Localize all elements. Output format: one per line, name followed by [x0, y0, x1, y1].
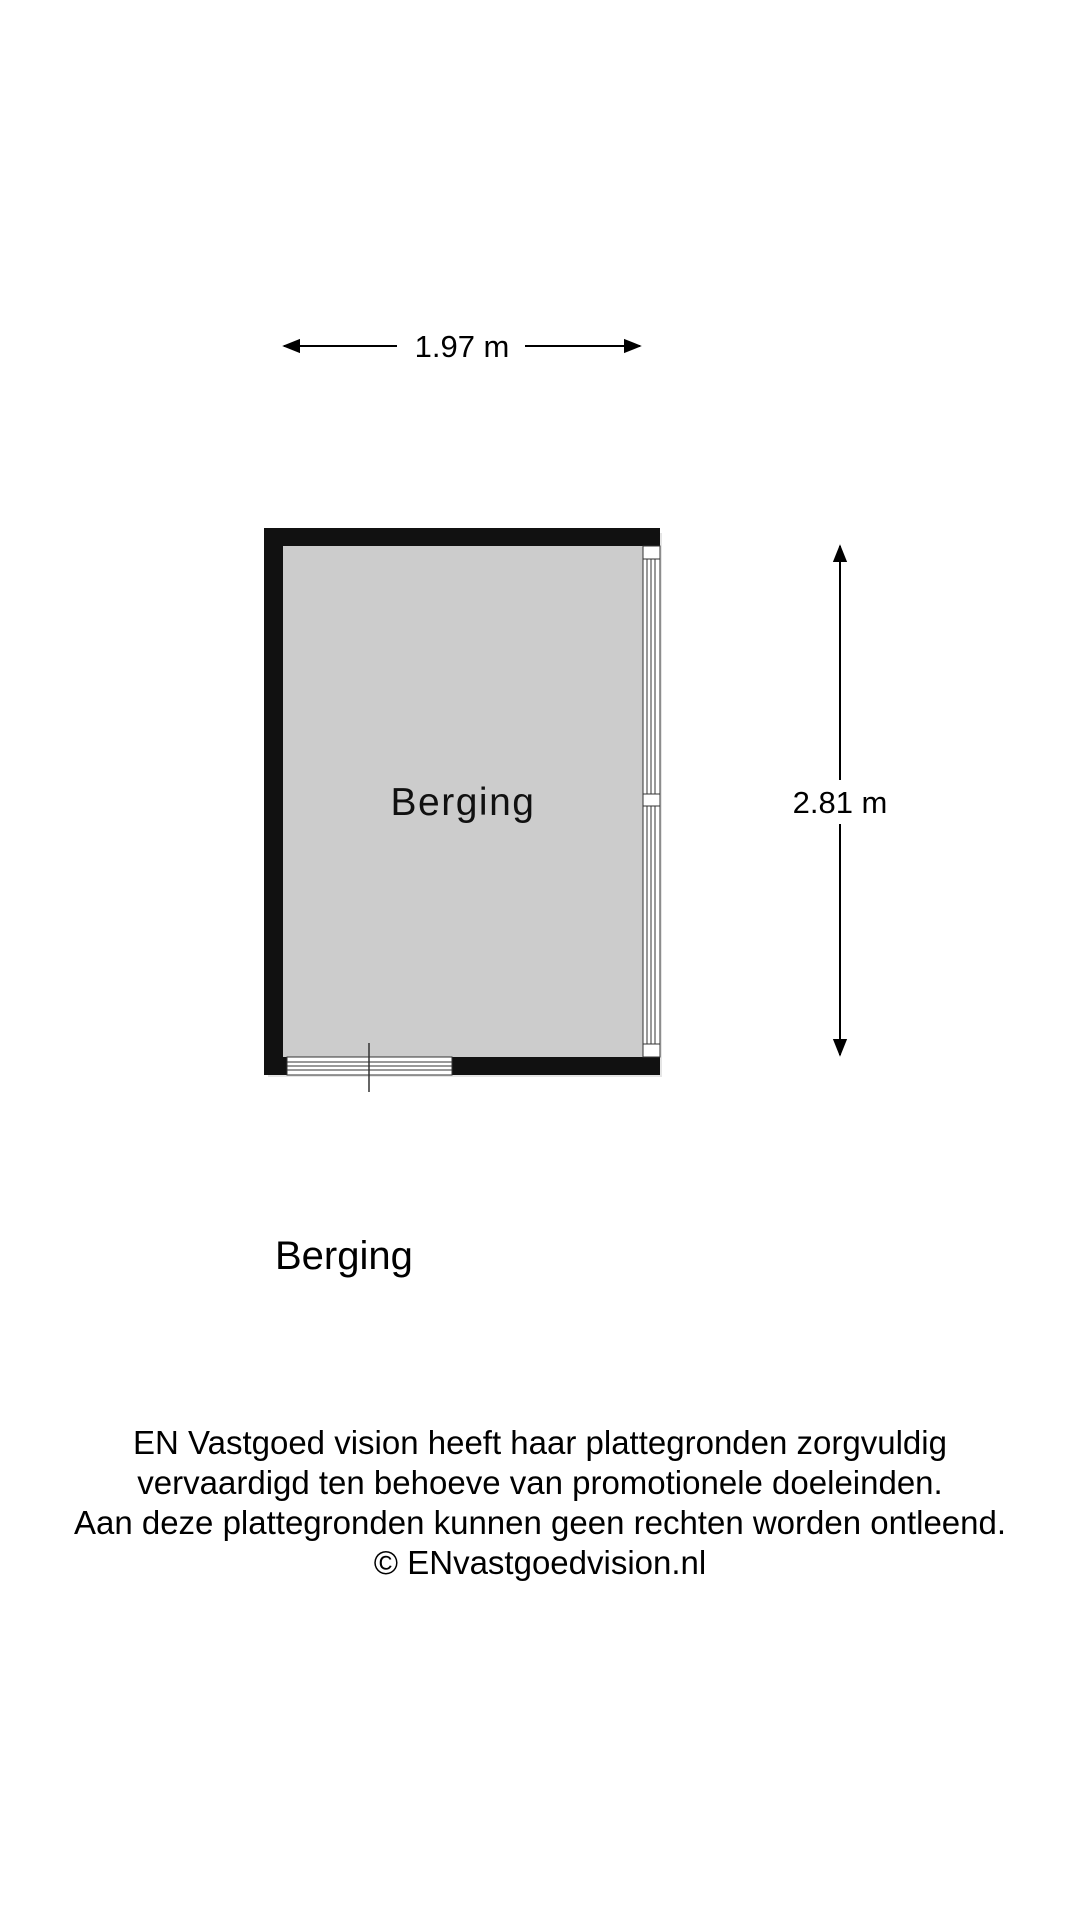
height-dimension	[793, 546, 888, 1055]
disclaimer-line: vervaardigd ten behoeve van promotionele doeleinden.	[137, 1464, 943, 1501]
width-dimension	[284, 329, 640, 364]
right-window	[643, 546, 660, 1057]
width-dimension-label: 1.97 m	[414, 329, 510, 364]
disclaimer-line: Aan deze plattegronden kunnen geen rechten worden ontleend.	[73, 1504, 1007, 1541]
height-dimension-label: 2.81 m	[792, 785, 888, 820]
disclaimer-line: EN Vastgoed vision heeft haar plattegronden zorgvuldig	[133, 1424, 947, 1461]
floor-title: Berging	[275, 1234, 413, 1278]
copyright-line: © ENvastgoedvision.nl	[373, 1544, 707, 1581]
room-berging	[264, 528, 662, 1092]
disclaimer	[0, 1423, 1080, 1583]
room-label: Berging	[390, 781, 536, 824]
